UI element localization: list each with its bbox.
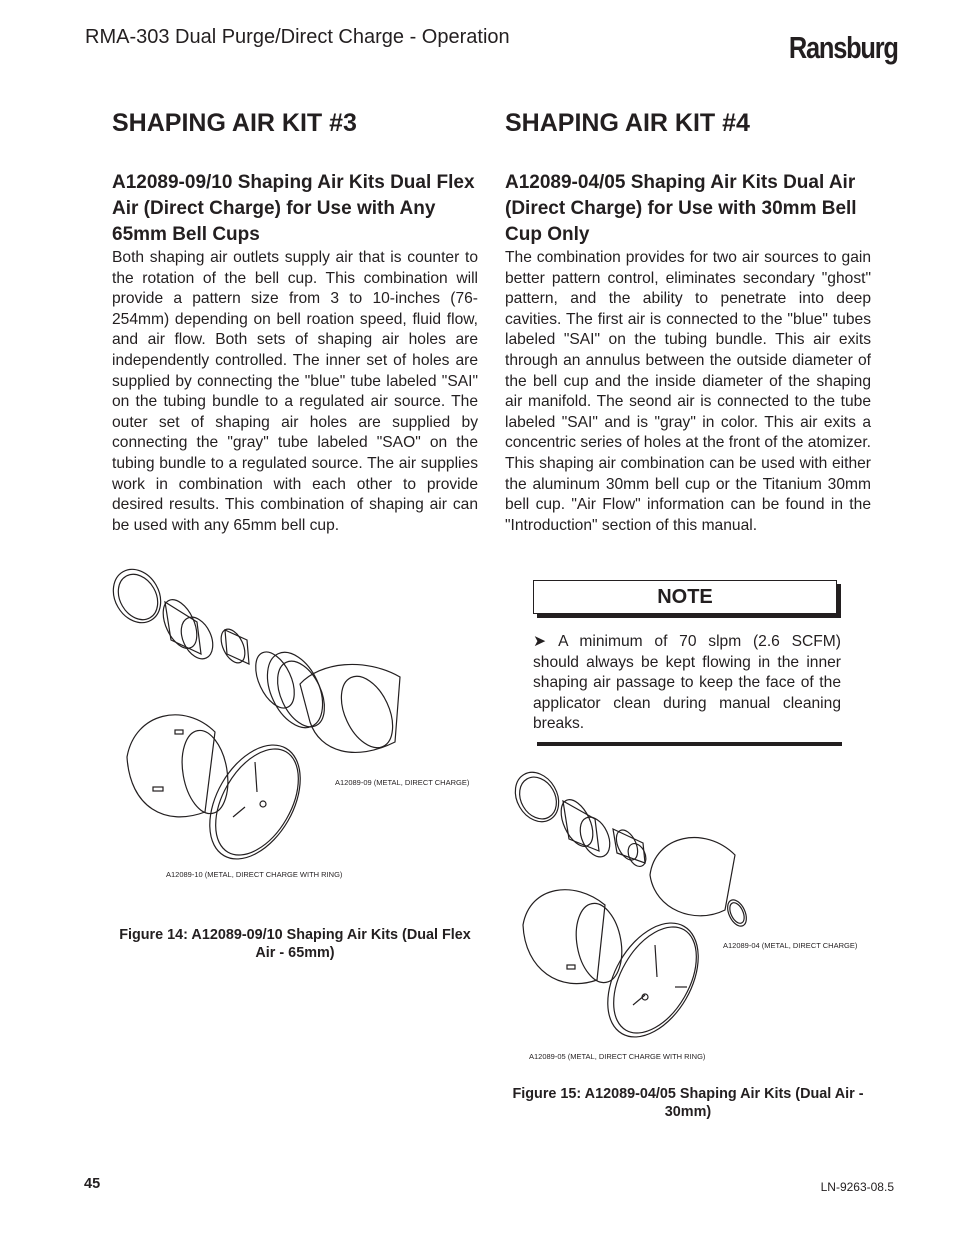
body-text-kit4: The combination provides for two air sources to gain better pattern control, eliminates secondary "ghost" pattern, and the ability to penetrate into deep cavities. The first air is connected to the "blue" tubes labeled "SAI" on the tubing bundle. This air exits through an annulus between the outside diameter of the bell cup and the inside diameter of the shaping air manifold. The seond air is connected to the tube labeled "SAI" and is "gray" in color. This air exits a concentric series of holes at the front of the atomizer. This shaping air combination can be used with either the aluminum 30mm bell cup or the Titanium 30mm bell cup. "Air Flow" information can be found in the "Introduction" section of this manual. (505, 249, 871, 534)
note-text: A minimum of 70 slpm (2.6 SCFM) should always be kept flowing in the inner shaping air passage to keep the face of the applicator clean during manual cleaning breaks. (533, 633, 841, 733)
note-divider (537, 742, 842, 746)
exploded-view-65mm-icon (105, 562, 495, 862)
note-title: NOTE (657, 585, 713, 608)
left-column (112, 108, 478, 536)
figure-15-label-bottom: A12089-05 (METAL, DIRECT CHARGE WITH RING) (529, 1052, 706, 1061)
note-box (533, 580, 837, 614)
subheading-kit3: A12089-09/10 Shaping Air Kits Dual Flex Air (Direct Charge) for Use with Any 65mm Bell Cups (112, 172, 475, 245)
figure-14-illustration (105, 562, 495, 862)
header-title: RMA-303 Dual Purge/Direct Charge - Operation (85, 26, 510, 48)
section-heading-kit3: SHAPING AIR KIT #3 (112, 109, 357, 137)
figure-14-label-bottom: A12089-10 (METAL, DIRECT CHARGE WITH RING) (166, 870, 343, 879)
exploded-view-30mm-icon (505, 765, 875, 1050)
figure-14-label-top: A12089-09 (METAL, DIRECT CHARGE) (335, 778, 470, 787)
document-number: LN-9263-08.5 (820, 1180, 894, 1194)
section-heading-kit4: SHAPING AIR KIT #4 (505, 109, 750, 137)
figure-14-caption: Figure 14: A12089-09/10 Shaping Air Kits (Dual Flex Air - 65mm) (119, 927, 471, 961)
right-column (505, 108, 871, 536)
brand-logo: Ransburg (789, 30, 898, 65)
subheading-kit4: A12089-04/05 Shaping Air Kits Dual Air (Direct Charge) for Use with 30mm Bell Cup Only (505, 172, 857, 245)
note-bullet-icon: ➤ (533, 633, 547, 650)
figure-15-illustration (505, 765, 875, 1050)
figure-15-caption: Figure 15: A12089-04/05 Shaping Air Kits (Dual Air - 30mm) (512, 1086, 864, 1120)
figure-15-label-top: A12089-04 (METAL, DIRECT CHARGE) (723, 941, 858, 950)
body-text-kit3: Both shaping air outlets supply air that is counter to the rotation of the bell cup. This combination will provide a pattern size from 3 to 10-inches (76-254mm) depending on bell roation speed, fluid flow, and air flow. Both sets of shaping air holes are independently controlled. The inner set of holes are supplied by connecting the "blue" tube labeled "SAI" on the tubing bundle to a regulated air source. The outer set of shaping air holes are supplied by connecting the "gray" tube labeled "SAO" on the tubing bundle to a regulated source. The air supplies work in combination with each other to provide desired results. This combination of shaping air can be used with any 65mm bell cup. (112, 249, 478, 534)
note-text-block (533, 632, 841, 735)
page-number: 45 (84, 1176, 101, 1192)
